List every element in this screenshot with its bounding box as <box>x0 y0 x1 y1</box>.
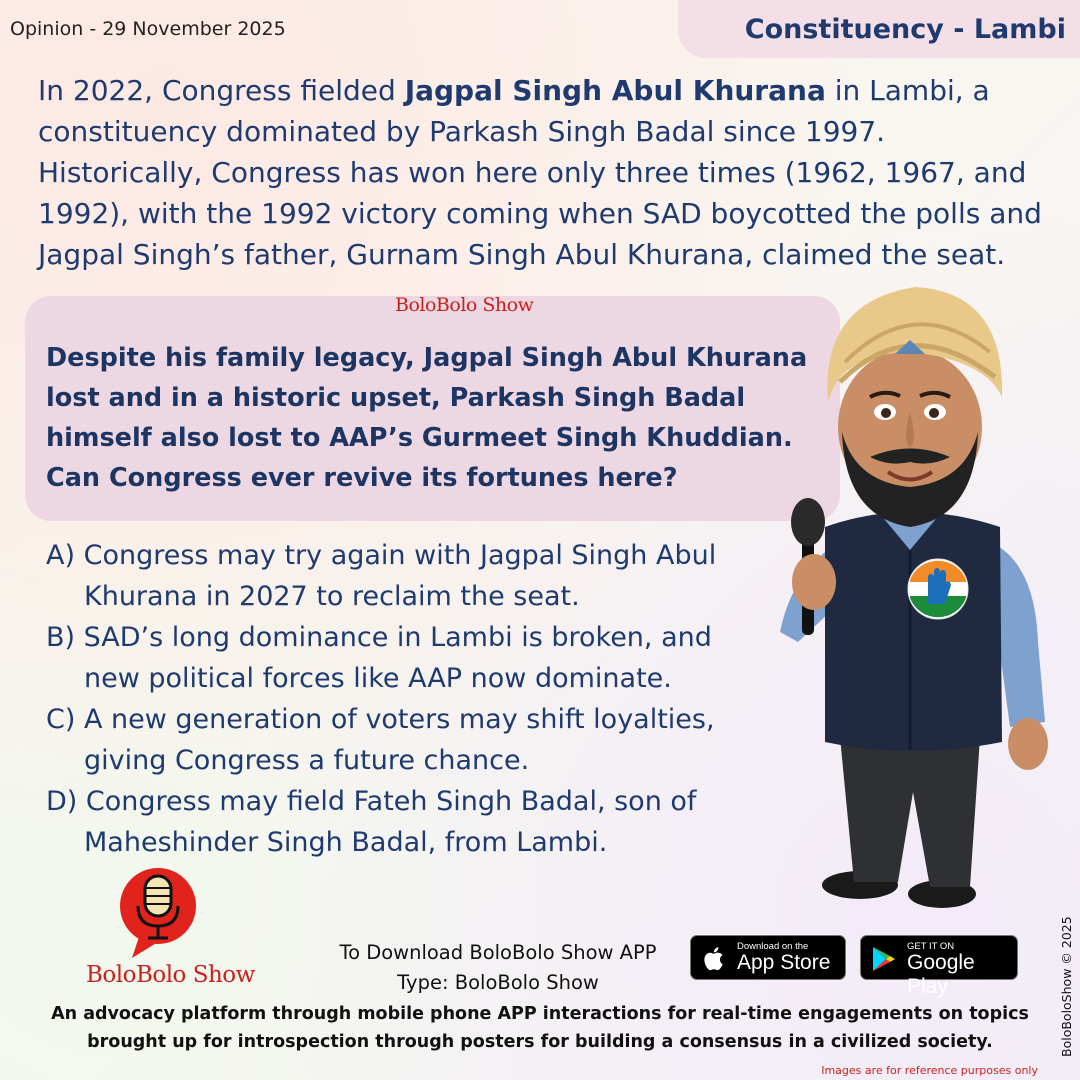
option-a[interactable]: A) Congress may try again with Jagpal Singh Abul Khurana in 2027 to reclaim the seat. <box>46 540 717 612</box>
poll-question: Despite his family legacy, Jagpal Singh Abul Khurana lost and in a historic upset, Parkash Singh Badal himself also lost to AAP’s Gurmeet Singh Khuddian. Can Congress ever revive its fortunes here? <box>46 343 808 493</box>
google-play-icon <box>871 946 897 972</box>
poll-options <box>46 535 766 863</box>
option-c[interactable]: C) A new generation of voters may shift loyalties, giving Congress a future chance. <box>46 704 715 776</box>
intro-paragraph <box>38 70 1058 275</box>
download-instructions <box>318 938 678 998</box>
footer-description: An advocacy platform through mobile phone APP interactions for real-time engagements on topics brought up for introspection through posters for building a consensus in a civilized society. <box>51 1004 1029 1052</box>
left-hand <box>792 554 836 610</box>
congress-hand-badge-icon <box>908 559 968 619</box>
brand-logo-text: BoloBolo Show <box>86 962 255 988</box>
disclaimer-label: Images are for reference purposes only <box>821 1064 1038 1077</box>
microphone-head <box>791 498 825 546</box>
google-play-small-label: GET IT ON <box>907 941 955 952</box>
intro-text-before: In 2022, Congress fielded <box>38 74 405 107</box>
app-store-label: App Store <box>737 951 831 974</box>
google-play-button[interactable] <box>860 935 1018 998</box>
intro-text-after: in Lambi, a constituency dominated by Parkash Singh Badal since 1997. Historically, Congress has won here only three times (1962, 1967, and 1992), with the 1992 victory coming when SAD boycotted the polls and Jagpal Singh’s father, Gurnam Singh Abul Khurana, claimed the seat. <box>38 74 1042 271</box>
download-line-1: To Download BoloBolo Show APP <box>339 941 657 964</box>
download-line-2: Type: BoloBolo Show <box>397 971 599 994</box>
date-label: Opinion - 29 November 2025 <box>10 18 286 40</box>
google-play-label: Google Play <box>907 951 975 998</box>
right-hand <box>1008 718 1048 770</box>
panel-brand-label: BoloBolo Show <box>395 294 534 316</box>
app-store-small-label: Download on the <box>737 941 809 952</box>
nehru-jacket <box>825 512 1002 751</box>
option-b[interactable]: B) SAD’s long dominance in Lambi is broken, and new political forces like AAP now dominate. <box>46 622 712 694</box>
copyright-label: BoloBoloShow © 2025 <box>1059 916 1074 1057</box>
candidate-name: Jagpal Singh Abul Khurana <box>404 74 826 107</box>
option-d[interactable]: D) Congress may field Fateh Singh Badal, son of Maheshinder Singh Badal, from Lambi. <box>46 786 697 858</box>
politician-caricature <box>770 282 1060 922</box>
constituency-tab <box>678 0 1080 58</box>
app-store-button[interactable] <box>690 935 846 980</box>
constituency-title: Constituency - Lambi <box>744 14 1066 45</box>
apple-icon <box>703 945 727 972</box>
trousers <box>840 737 980 887</box>
microphone-logo-icon <box>118 866 198 966</box>
